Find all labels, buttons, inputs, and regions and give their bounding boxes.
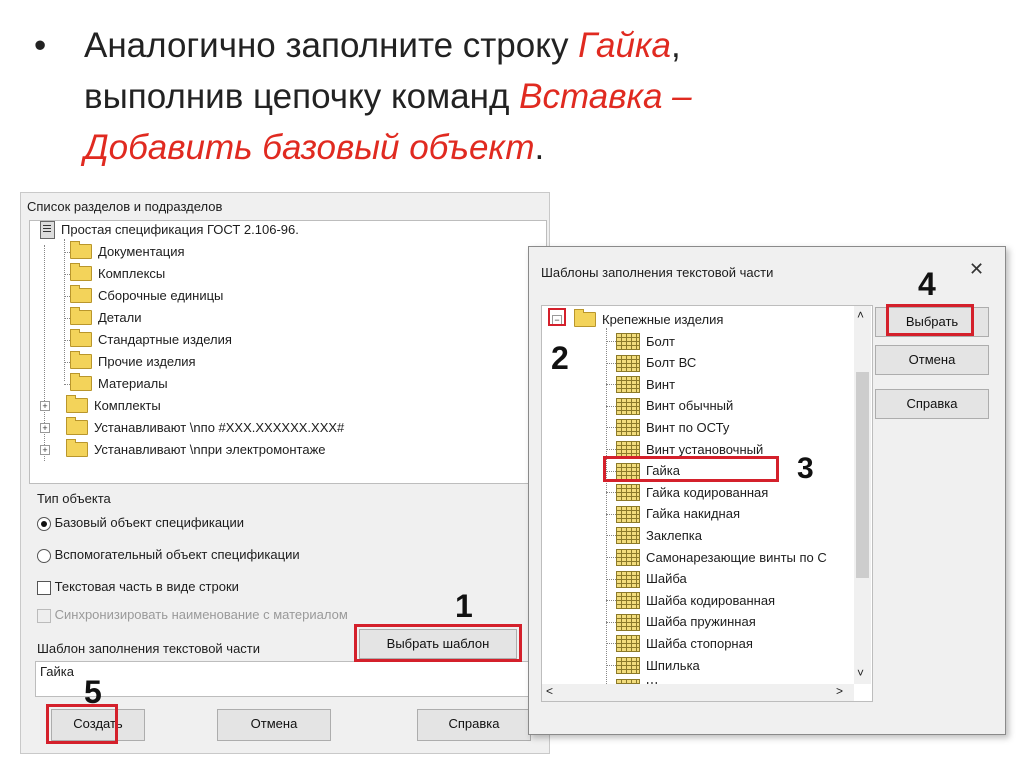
cancel-button[interactable]: Отмена: [217, 709, 331, 741]
tree-item-standard[interactable]: Стандартные изделия: [70, 329, 232, 349]
radio-icon[interactable]: [37, 549, 51, 563]
tree-item-assemblies[interactable]: Сборочные единицы: [70, 285, 223, 305]
template-grid-icon: [616, 506, 640, 523]
template-item[interactable]: [606, 504, 740, 524]
tree-item-root[interactable]: Простая спецификация ГОСТ 2.106-96.: [40, 219, 299, 239]
tree-item-complexes[interactable]: Комплексы: [70, 263, 165, 283]
template-item-label: Винт установочный: [646, 441, 764, 457]
tree-item-installed-by[interactable]: + Устанавливают \nпо #XXX.XXXXXX.XXX#: [40, 417, 344, 437]
step-number-2: 2: [551, 340, 569, 376]
template-grid-icon: [616, 635, 640, 652]
highlight-box-2: [548, 308, 566, 326]
dialog-title: Шаблоны заполнения текстовой части: [541, 265, 774, 280]
checkbox-text-row[interactable]: Текстовая часть в виде строки: [37, 579, 239, 595]
template-item[interactable]: [606, 417, 729, 437]
checkbox-disabled-icon: [37, 609, 51, 623]
add-object-dialog: [20, 192, 550, 754]
template-grid-icon: [616, 571, 640, 588]
tree-item-kits[interactable]: + Комплекты: [40, 395, 161, 415]
folder-icon: [70, 288, 92, 303]
template-grid-icon: [616, 527, 640, 544]
template-item-label: Гайка накидная: [646, 506, 741, 522]
cancel-button[interactable]: Отмена: [875, 345, 989, 375]
template-item[interactable]: [606, 569, 687, 589]
template-item[interactable]: [606, 331, 675, 351]
template-grid-icon: [616, 376, 640, 393]
template-item[interactable]: [606, 525, 702, 545]
template-item-label: Гайка: [646, 463, 681, 479]
tree-item-parts[interactable]: Детали: [70, 307, 142, 327]
template-grid-icon: [616, 398, 640, 415]
collapse-minus-icon[interactable]: −: [552, 315, 562, 325]
checkbox-sync-material[interactable]: Синхронизировать наименование с материалом: [37, 607, 348, 623]
scroll-left-icon[interactable]: <: [546, 684, 554, 698]
sections-title: Список разделов и подразделов: [27, 199, 223, 214]
template-item-label: Винт обычный: [646, 398, 734, 414]
highlight-box-1: [354, 624, 522, 662]
template-item-label: Болт ВС: [646, 355, 697, 371]
templates-dialog: [528, 246, 1006, 735]
folder-icon: [66, 420, 88, 435]
tree-item-other[interactable]: Прочие изделия: [70, 351, 196, 371]
step-number-1: 1: [455, 588, 473, 624]
expand-plus-icon[interactable]: +: [40, 445, 50, 455]
tree-item-fasteners[interactable]: − Крепежные изделия: [552, 309, 723, 329]
template-item-label: Заклепка: [646, 527, 702, 543]
template-grid-icon: [616, 614, 640, 631]
template-item-label: Шайба пружинная: [646, 614, 756, 630]
vertical-scrollbar[interactable]: [854, 306, 871, 684]
radio-selected-icon[interactable]: [37, 517, 51, 531]
template-item[interactable]: [606, 655, 700, 675]
specification-icon: [40, 221, 55, 239]
template-item-label: Шайба стопорная: [646, 635, 753, 651]
line3-dot: .: [534, 128, 545, 167]
slide-line-1: [84, 20, 681, 71]
template-grid-icon: [616, 355, 640, 372]
tree-item-installed-electro[interactable]: + Устанавливают \nпри электромонтаже: [40, 439, 326, 459]
bullet: •: [34, 26, 47, 65]
close-icon[interactable]: ✕: [969, 259, 985, 279]
template-item-label: Гайка кодированная: [646, 484, 769, 500]
step-number-3: 3: [797, 452, 814, 485]
help-button[interactable]: Справка: [875, 389, 989, 419]
folder-icon: [70, 376, 92, 391]
folder-open-icon: [70, 332, 92, 347]
folder-icon: [70, 310, 92, 325]
tree-item-materials[interactable]: Материалы: [70, 373, 168, 393]
template-grid-icon: [616, 333, 640, 350]
scroll-down-icon[interactable]: ˅: [857, 666, 865, 680]
step-number-4: 4: [918, 266, 936, 302]
highlight-box-4: [886, 304, 974, 336]
template-item[interactable]: [606, 353, 696, 373]
template-item[interactable]: [606, 590, 775, 610]
highlight-add-object: Добавить базовый объект: [84, 128, 535, 167]
folder-icon: [66, 442, 88, 457]
template-item[interactable]: [606, 612, 756, 632]
scroll-right-icon[interactable]: >: [836, 684, 844, 698]
help-button[interactable]: Справка: [417, 709, 531, 741]
template-label: Шаблон заполнения текстовой части: [37, 641, 261, 656]
folder-open-icon: [574, 312, 596, 327]
template-item[interactable]: [606, 374, 675, 394]
highlight-insert: Вставка –: [519, 77, 692, 116]
template-item-label: Винт: [646, 376, 676, 392]
template-field[interactable]: Гайка: [35, 661, 533, 697]
template-item[interactable]: [606, 633, 753, 653]
slide-line-2: [84, 71, 692, 122]
radio-base-object[interactable]: Базовый объект спецификации: [37, 515, 244, 531]
tree-item-documentation[interactable]: Документация: [70, 241, 185, 261]
template-grid-icon: [616, 657, 640, 674]
template-item[interactable]: [606, 396, 733, 416]
template-item[interactable]: [606, 547, 827, 567]
template-item-label: Шайба кодированная: [646, 592, 776, 608]
choose-template-button[interactable]: Выбрать шаблон: [359, 629, 517, 659]
line2-text: выполнив цепочку команд: [84, 77, 520, 116]
sections-tree[interactable]: [29, 220, 547, 484]
template-item-label: Винт по ОСТу: [646, 419, 730, 435]
template-item[interactable]: [606, 482, 768, 502]
expand-plus-icon[interactable]: +: [40, 423, 50, 433]
template-item-label: Самонарезающие винты по С: [646, 549, 827, 565]
template-grid-icon: [616, 419, 640, 436]
folder-icon: [70, 266, 92, 281]
expand-plus-icon[interactable]: +: [40, 401, 50, 411]
highlight-box-5: [46, 704, 118, 744]
scroll-up-icon[interactable]: ˄: [857, 308, 865, 322]
highlight-gaika: Гайка: [578, 26, 671, 65]
object-type-label: Тип объекта: [37, 491, 111, 506]
step-number-5: 5: [84, 674, 102, 710]
template-grid-icon: [616, 484, 640, 501]
highlight-box-3: [603, 456, 779, 482]
line1-text: Аналогично заполните строку: [84, 26, 579, 65]
template-grid-icon: [616, 592, 640, 609]
folder-icon: [70, 354, 92, 369]
scroll-thumb[interactable]: [856, 372, 869, 578]
template-item-label: Шпилька: [646, 657, 700, 673]
templates-tree[interactable]: [541, 305, 873, 702]
checkbox-icon[interactable]: [37, 581, 51, 595]
folder-icon: [70, 244, 92, 259]
template-grid-icon: [616, 549, 640, 566]
choose-button[interactable]: Выбрать: [875, 307, 989, 337]
template-item-label: Болт: [646, 333, 676, 349]
template-item-label: Шайба: [646, 571, 687, 587]
slide-line-3: [84, 122, 544, 173]
folder-icon: [66, 398, 88, 413]
line1-comma: ,: [670, 26, 681, 65]
create-button[interactable]: Создать: [51, 709, 145, 741]
horizontal-scrollbar[interactable]: [542, 684, 854, 701]
radio-aux-object[interactable]: Вспомогательный объект спецификации: [37, 547, 300, 563]
